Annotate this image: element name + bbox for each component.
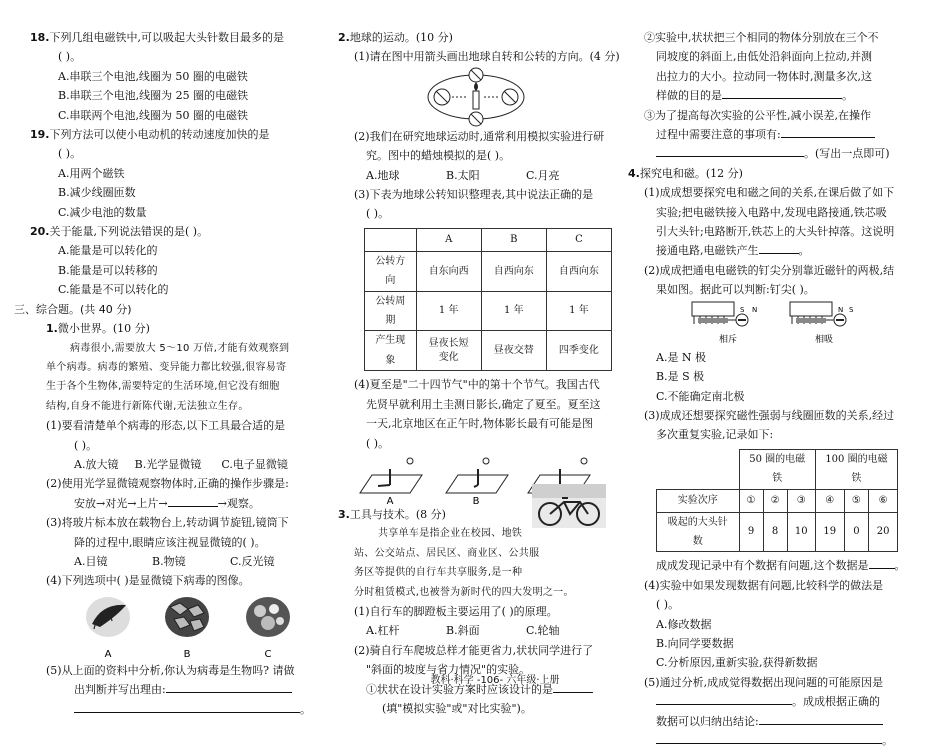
exp-step-3-line-1: ③为了提高每次实验的公平性,减小误差,在操作 [644, 108, 871, 122]
orbit-table-header-blank [365, 228, 417, 251]
q2-s2-option-c[interactable]: C.月亮 [526, 168, 560, 182]
q20-option-c[interactable]: C.能量是不可以转化的 [58, 283, 169, 297]
em-table-cell: ⑥ [869, 489, 898, 512]
q18-option-a[interactable]: A.串联三个电池,线圈为 50 圈的电磁铁 [58, 69, 248, 83]
orbit-table-cell: 公转方向 [365, 251, 417, 291]
bike-passage-line-4: 分时租赁模式,也被誉为新时代的四大发明之一。 [354, 586, 574, 598]
p1-s1-option-c[interactable]: C.电子显微镜 [221, 457, 288, 471]
virus-passage-line-2: 单个病毒。病毒的繁殖、变异能力都比较强,很容易寄 [46, 361, 287, 373]
q4-s3b-text: 成成发现记录中有个数据有问题,这个数据是 [656, 559, 869, 573]
virus-passage-line-1: 病毒很小,需要放大 5～10 万倍,才能有效观察到 [70, 342, 290, 354]
q19-option-b[interactable]: B.减少线圈匝数 [58, 186, 136, 200]
micrograph-b[interactable] [165, 597, 209, 637]
q20-number: 20. [30, 225, 50, 239]
candle-icon [473, 82, 479, 109]
p1-s3-option-b[interactable]: B.物镜 [152, 554, 186, 568]
q2-number: 2. [338, 31, 350, 44]
q4-s1-line-3: 引大头针;电路断开,铁芯上的大头针掉落。这说明 [656, 225, 895, 239]
attract-figure [790, 302, 854, 326]
micrograph-label-a: A [104, 648, 112, 660]
q2-s2-option-a[interactable]: A.地球 [366, 168, 400, 182]
micrograph-label-c: C [264, 648, 272, 660]
p1-s2-steps: 安放→对光→上片→ [74, 496, 168, 510]
exp-step-3-end: 。(写出一点即可) [804, 147, 890, 161]
exp-purpose-blank[interactable] [722, 86, 842, 99]
q4-s1-blank[interactable] [759, 241, 799, 254]
em-table-cell: 吸起的大头针数 [657, 512, 740, 552]
p1-s1-text: (1)要看清楚单个病毒的形态,以下工具最合适的是 [46, 419, 286, 433]
bicycle-icon [532, 484, 606, 528]
q4-s5-blank-2[interactable] [759, 712, 883, 725]
p1-s3-text-2: 降的过程中,眼睛应该注视显微镜的( )。 [74, 535, 266, 549]
em-table-group-50: 50 圈的电磁铁 [739, 449, 815, 489]
q3-s1-option-b[interactable]: B.斜面 [446, 624, 480, 638]
q18-option-c[interactable]: C.串联两个电池,线圈为 50 圈的电磁铁 [58, 108, 249, 122]
micrograph-label-b: B [183, 648, 191, 660]
left-column: 18.下列几组电磁铁中,可以吸起大头针数目最多的是 ( )。 A.串联三个电池,线圈为 50 圈的电磁铁 B.串联三个电池,线圈为 25 圈的电磁铁 C.串联两个电池,线圈为 50 圈的电磁铁 19.下列方法可以使小电动机的转动速度加快的是 ( )。 A.用两个磁铁 B.减少线圈匝数 C.减少电池的数量 20.关于能量,下列说法错误的是( )。 A.能量是可以转化的 B.能量是可以转移的 C.能量是不可以转化的 三、综合题。(共 40 分) 1.微小世界。(10 分) 病毒很小,需要放大 5～10 万倍,才能有效观察到 单个病毒。病毒的繁殖、变异能力都比较强,很容易寄 生于各个生物体,需要特定的生活环境,但它没有细胞 结构,自身不能进行新陈代谢,无法独立生存。 (1)要看清楚单个病毒的形态,以下工具最合适的是 ( )。 A.放大镜 B.光学显微镜 C.电子显微镜 (2)使用光学显微镜观察物体时,正确的操作步骤是: 安放→对光→上片→ →观察。 (3)将玻片标本放在载物台上,转动调节旋钮,镜筒下 降的过程中,眼睛应该注视显微镜的( )。 A.目镜 B.物镜 C.反光镜 (4)下列选项中( )是显微镜下病毒的图像。 A B C (5)从上面的资料中分析,你认为病毒是生物吗? 请做 出判断并写出理由: 。 [14, 31, 311, 716]
p1-s5-text-2: 出判断并写出理由: [74, 683, 166, 697]
q3-number: 3. [338, 507, 350, 521]
q3-s2-hint: (填"模拟实验"或"对比实验")。 [382, 701, 532, 715]
middle-column [338, 28, 620, 718]
em-table-cell: 10 [787, 512, 815, 552]
orbit-facts-table [364, 228, 612, 371]
bicycle-photo [532, 484, 606, 528]
p1-s1-paren: ( )。 [74, 438, 98, 452]
q4-number: 4. [628, 166, 640, 180]
virus-micrographs [30, 591, 300, 661]
q2-s2-options [338, 166, 612, 185]
exp-step-2-line-3: 出拉力的大小。拉动同一物体时,测量多次,这 [656, 69, 872, 83]
q4-s2-line-2: 果如图。据此可以判断:钉尖( )。 [656, 283, 815, 297]
q3-s1-options [338, 621, 612, 640]
p1-s1-option-a[interactable]: A.放大镜 [74, 457, 119, 471]
virus-images [30, 591, 308, 661]
q2-s2-option-b[interactable]: B.太阳 [446, 168, 480, 182]
em-table-cell: ③ [787, 489, 815, 512]
q4-s1-line-2: 实验;把电磁铁接入电路中,发现电路接通,铁芯吸 [656, 205, 887, 219]
p1-s3-options [30, 552, 308, 571]
q4-s3-line-2: 多次重复实验,记录如下: [656, 428, 774, 442]
p1-s1-options [30, 455, 308, 474]
orbit-table-cell: 四季变化 [546, 331, 611, 371]
em-table-cell: 实验次序 [657, 489, 740, 512]
repel-figure [692, 302, 757, 326]
q3-s1-text: (1)自行车的脚蹬板主要运用了( )的原理。 [354, 604, 558, 618]
p1-s3-option-a[interactable]: A.目镜 [74, 554, 108, 568]
orbit-table-header-b: B [481, 228, 546, 251]
q4-s4-option-b[interactable]: B.向同学要数据 [656, 636, 734, 650]
attract-label: 相吸 [814, 334, 834, 345]
q2-s3-text-2: ( )。 [366, 207, 390, 221]
orbit-table-cell: 自西向东 [546, 251, 611, 291]
q3-s2-text-2: "斜面的坡度与省力情况"的实验。 [366, 663, 531, 677]
electromagnet-data-table [656, 449, 898, 553]
q2-s4-text-2: 先贤早就利用土圭测日影长,确定了夏至。夏至这 [366, 397, 601, 411]
em-table-corner [657, 449, 740, 489]
bike-passage-line-3: 务区等提供的自行车共享服务,是一种 [354, 567, 523, 579]
shadow-option-b[interactable] [446, 458, 508, 493]
q19-paren: ( )。 [58, 147, 82, 161]
q3-s1-option-a[interactable]: A.杠杆 [366, 624, 400, 638]
exp-step-2-line-1: ②实验中,状状把三个相同的物体分别放在三个不 [644, 31, 879, 44]
q18-option-b[interactable]: B.串联三个电池,线圈为 25 圈的电磁铁 [58, 89, 249, 103]
p1-s3-option-c[interactable]: C.反光镜 [230, 554, 275, 568]
q4-s5-line-1: (5)通过分析,成成觉得数据出现问题的可能原因是 [644, 675, 884, 689]
q4-s3-line-1: (3)成成还想要探究磁性强弱与线圈匝数的关系,经过 [644, 408, 895, 422]
q4-s2-line-1: (2)成成把通电电磁铁的钉尖分别靠近磁针的两极,结 [644, 263, 895, 277]
orbit-table-cell: 自东向西 [416, 251, 481, 291]
em-table-group-100: 100 圈的电磁铁 [815, 449, 897, 489]
orbit-table-cell: 1 年 [416, 291, 481, 331]
orbit-table-cell: 1 年 [546, 291, 611, 331]
exp-step-3-line-2: 过程中需要注意的事项有: [656, 128, 781, 142]
p1-s4-text: (4)下列选项中( )是显微镜下病毒的图像。 [46, 574, 250, 588]
q4-s5-line-2: 。成成根据正确的 [792, 695, 880, 709]
shadow-label-b: B [472, 495, 480, 505]
earth-orbit-figure[interactable] [338, 67, 612, 127]
virus-passage-line-3: 生于各个生物体,需要特定的生活环境,但它没有细胞 [46, 381, 280, 393]
section-3-heading: 三、综合题。(共 40 分) [14, 302, 132, 316]
q18-number: 18. [30, 31, 50, 44]
q4-s5-line-3: 数据可以归纳出结论: [656, 714, 759, 728]
q2-s4-text: (4)夏至是"二十四节气"中的第十个节气。我国古代 [354, 378, 600, 392]
orbit-table-cell: 产生现象 [365, 331, 417, 371]
q4-s2-option-c[interactable]: C.不能确定南北极 [656, 389, 745, 403]
q3-s1-option-c[interactable]: C.轮轴 [526, 624, 560, 638]
orbit-table-cell: 昼夜长短 变化 [416, 331, 481, 371]
shadow-option-a[interactable] [360, 458, 422, 493]
svg-text:S: S [849, 305, 854, 314]
micrograph-c[interactable] [246, 597, 290, 637]
q19-option-c[interactable]: C.减少电池的数量 [58, 205, 147, 219]
svg-text:S: S [740, 305, 745, 314]
earth-orbit-diagram [338, 67, 612, 127]
q4-s4-line-1: (4)实验中如果发现数据有问题,比较科学的做法是 [644, 578, 884, 592]
q3-s2-text: (2)骑自行车爬坡总样才能更省力,状状同学进行了 [354, 643, 594, 657]
q18-paren: ( )。 [58, 50, 82, 64]
q19-number: 19. [30, 128, 50, 142]
orbit-table-cell: 自西向东 [481, 251, 546, 291]
q2-s1-text: (1)请在图中用箭头画出地球自转和公转的方向。(4 分) [354, 50, 620, 64]
p1-s5-text: (5)从上面的资料中分析,你认为病毒是生物吗? 请做 [46, 663, 295, 677]
p1-number: 1. [46, 322, 58, 336]
right-column: ②实验中,状状把三个相同的物体分别放在三个不 同坡度的斜面上,由低处沿斜面向上拉动,并测 出拉力的大小。拉动同一物体时,测量多次,这 样做的目的是 。 ③为了提高每次实验的公平性,减小误差,在操作 过程中需要注意的事项有: 。(写出一点即可) 4.探究电和磁。(12 分) (1)成成想要探究电和磁之间的关系,在课后做了如下 实验;把电磁铁接入电路中,发现电路接通,铁芯吸 引大头针;电路断开,铁芯上的大头针掉落。这说明 接通电路,电磁铁产生 。 (2)成成把通电电磁铁的钉尖分别靠近磁针的两极,结 果如图。据此可以判断:钉尖( )。 S N N S 相斥 相吸 A.是 N 极 B.是 S 极 C.不能确定南北极 (3)成成还想要探究磁性强弱与线圈匝数的关系,经过 多次重复实验,记录如下: 50 圈的电磁铁 100 圈的电磁铁 实验次序 ① ② ③ ④ ⑤ ⑥ 吸起的大头针数 9 8 10 19 0 20 成成发现记录中有个数据有问题,这个数据是 。 (4)实验中如果发现数据有问题,比较科学的做法是 ( )。 A.修改数据 B.向同学要数据 C.分析原因,重新实验,获得新数据 (5)通过分析,成成觉得数据出现问题的可能原因是 。成成根据正确的 数据可以归纳出结论: 。 [628, 28, 898, 750]
q20-option-b[interactable]: B.能量是可以转移的 [58, 263, 158, 277]
q4-s5-blank-3[interactable] [656, 731, 882, 744]
q4-s1-line-4: 接通电路,电磁铁产生 [656, 244, 759, 258]
q2-s4-text-3: 一天,北京地区在正午时,物体影长最有可能是图 [366, 417, 593, 431]
em-table-cell: 0 [844, 512, 869, 552]
p1-s5-blank-2[interactable] [74, 700, 300, 713]
orbit-table-cell: 公转周期 [365, 291, 417, 331]
electromagnet-figures [628, 300, 898, 348]
q4-s2-option-a[interactable]: A.是 N 极 [656, 350, 707, 364]
q18-text: 下列几组电磁铁中,可以吸起大头针数目最多的是 [49, 31, 284, 44]
shadow-label-a: A [386, 495, 394, 505]
exp-notes-blank-1[interactable] [781, 125, 875, 138]
bike-passage-line-2: 站、公交站点、居民区、商业区、公共服 [354, 547, 540, 559]
em-table-cell: ① [739, 489, 763, 512]
q20-text: 关于能量,下列说法错误的是( )。 [49, 225, 209, 239]
q2-s2-text-2: 究。图中的蜡烛模拟的是( )。 [366, 149, 511, 163]
em-table-cell: 8 [763, 512, 787, 552]
q4-s2-option-b[interactable]: B.是 S 极 [656, 370, 705, 384]
repel-label: 相斥 [718, 334, 738, 345]
electromagnet-diagram [628, 300, 898, 348]
p1-s2-end: →观察。 [217, 496, 260, 510]
orbit-table-header-c: C [546, 228, 611, 251]
q4-title: 探究电和磁。(12 分) [639, 166, 743, 180]
em-table-cell: 9 [739, 512, 763, 552]
q3-title: 工具与技术。(8 分) [349, 507, 446, 521]
q3-s2-sub1: ①状状在设计实验方案时应该设计的是 [366, 682, 553, 696]
orbit-table-header-a: A [416, 228, 481, 251]
svg-text:N: N [752, 305, 758, 314]
exp-step-2-line-2: 同坡度的斜面上,由低处沿斜面向上拉动,并测 [656, 50, 872, 64]
em-table-cell: ② [763, 489, 787, 512]
q19-option-a[interactable]: A.用两个磁铁 [58, 166, 125, 180]
bike-passage-line-1: 共享单车是指企业在校园、地铁 [378, 528, 523, 540]
q4-s4-option-a[interactable]: A.修改数据 [656, 617, 712, 631]
virus-passage-line-4: 结构,自身不能进行新陈代谢,无法独立生存。 [46, 400, 249, 412]
p1-s2-text: (2)使用光学显微镜观察物体时,正确的操作步骤是: [46, 477, 289, 491]
p1-s5-blank-1[interactable] [166, 680, 292, 693]
q2-title: 地球的运动。(10 分) [349, 31, 453, 44]
svg-text:N: N [838, 305, 844, 314]
exp-step-2-line-4: 样做的目的是 [656, 89, 722, 103]
q4-s1-line-1: (1)成成想要探究电和磁之间的关系,在课后做了如下 [644, 186, 895, 200]
exp-notes-blank-2[interactable] [656, 144, 804, 157]
p1-title: 微小世界。(10 分) [57, 322, 150, 336]
em-table-cell: ⑤ [844, 489, 869, 512]
q20-option-a[interactable]: A.能量是可以转化的 [58, 244, 158, 258]
q2-s3-text: (3)下表为地球公转知识整理表,其中说法正确的是 [354, 188, 594, 202]
q4-s3b-blank[interactable] [869, 556, 895, 569]
p1-s2-blank[interactable] [168, 494, 218, 507]
page-footer: 教科·科学 -106- 六年级·上册 [430, 675, 560, 686]
q4-s4-option-c[interactable]: C.分析原因,重新实验,获得新数据 [656, 656, 818, 670]
q19-text: 下列方法可以使小电动机的转动速度加快的是 [49, 128, 270, 142]
orbit-table-cell: 1 年 [481, 291, 546, 331]
p1-s3-text: (3)将玻片标本放在载物台上,转动调节旋钮,镜筒下 [46, 516, 289, 530]
q2-s2-text: (2)我们在研究地球运动时,通常利用模拟实验进行研 [354, 129, 605, 143]
em-table-cell: 20 [869, 512, 898, 552]
p1-s1-option-b[interactable]: B.光学显微镜 [134, 457, 202, 471]
em-table-cell: ④ [815, 489, 844, 512]
q2-s4-text-4: ( )。 [366, 436, 390, 450]
micrograph-a[interactable] [86, 597, 130, 637]
em-table-cell: 19 [815, 512, 844, 552]
orbit-table-cell: 昼夜交替 [481, 331, 546, 371]
q4-s4-line-2: ( )。 [656, 598, 680, 612]
